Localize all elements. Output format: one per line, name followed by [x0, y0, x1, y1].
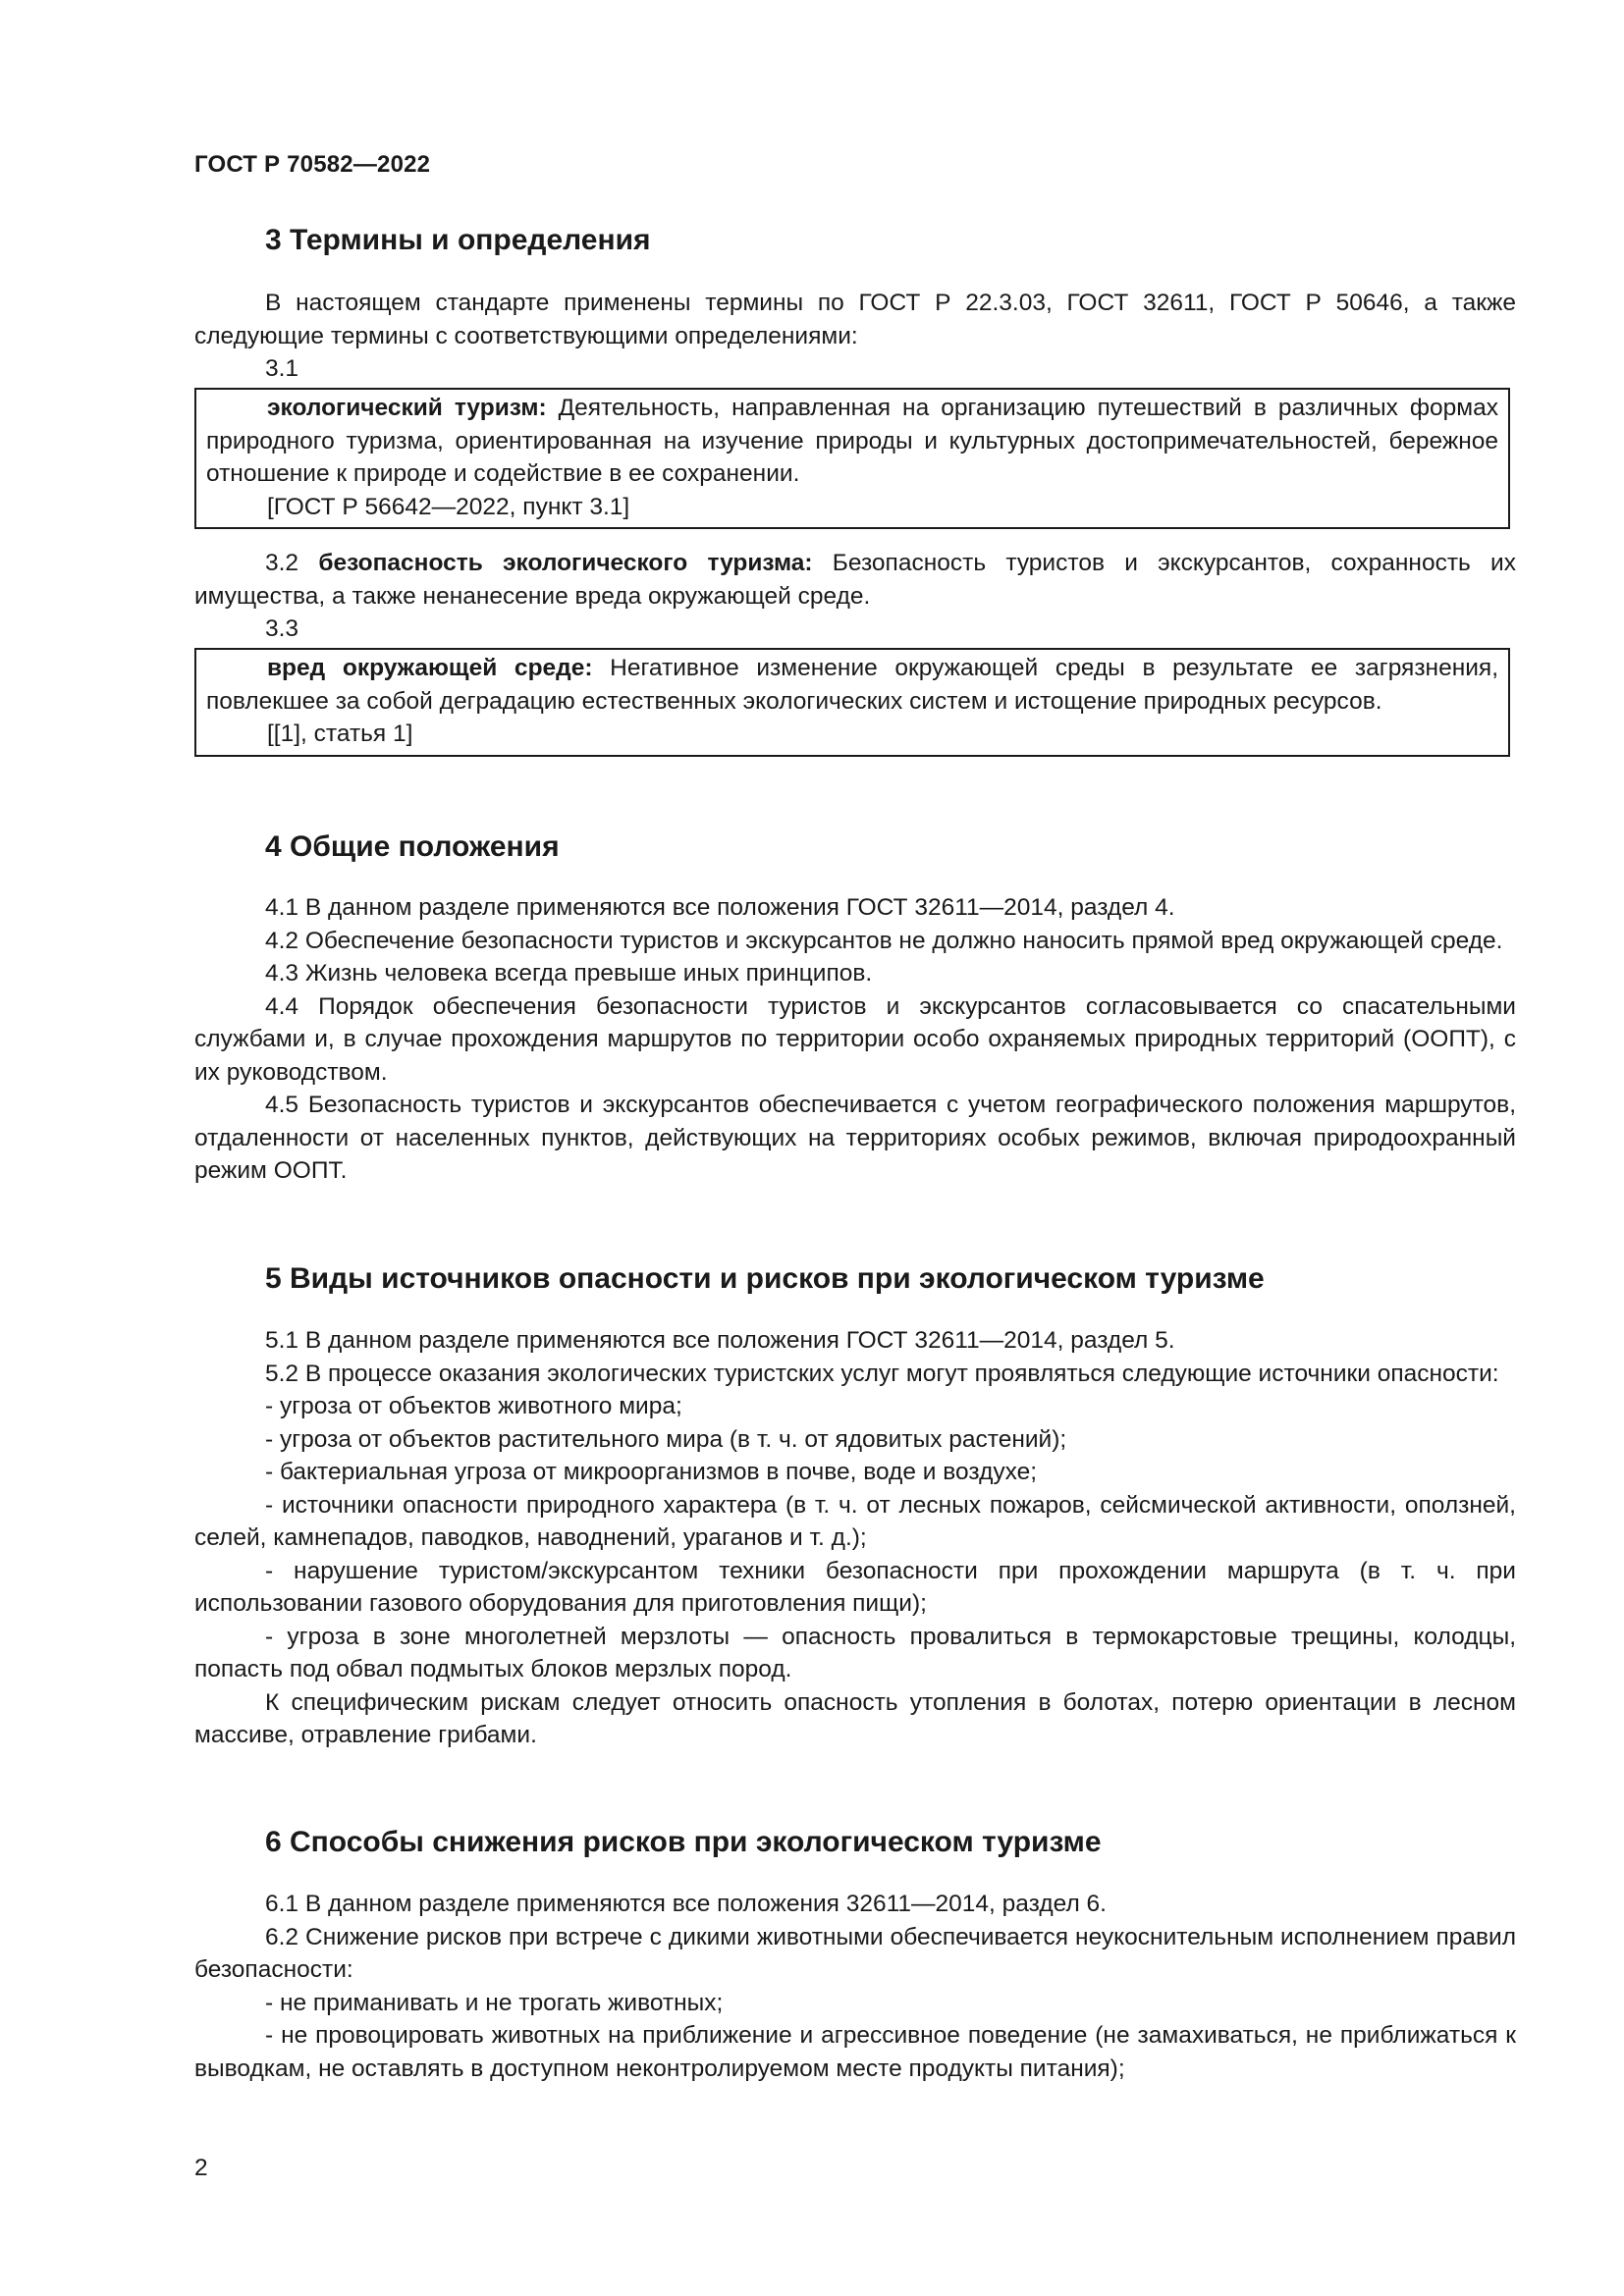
list-item: - источники опасности природного характера (в т. ч. от лесных пожаров, сейсмической активности, оползней, селей, камнепадов, паводков, наводнений, ураганов и т. д.); [194, 1491, 1516, 1551]
para-5-2: 5.2 В процессе оказания экологических туристских услуг могут проявляться следующие источники опасности: [265, 1360, 1499, 1387]
term-3-2-definition: Безопасность туристов и экскурсантов, сохранность их имущества, а также ненанесение вреда окружающей среде. [194, 550, 1516, 610]
term-3-3-definition: Негативное изменение окружающей среды в результате ее загрязнения, повлекшее за собой деградацию естественных экологических систем и истощение природных ресурсов. [206, 655, 1498, 715]
para-4-1: 4.1 В данном разделе применяются все положения ГОСТ 32611—2014, раздел 4. [265, 894, 1175, 921]
term-3-3-text [206, 652, 1508, 718]
section-6-body [194, 1888, 1516, 2085]
term-3-1-source: [ГОСТ Р 56642—2022, пункт 3.1] [267, 493, 630, 520]
term-3-2-block [194, 547, 1516, 646]
section-4-body [194, 891, 1516, 1188]
list-item: - угроза в зоне многолетней мерзлоты — опасность провалиться в термокарстовые трещины, колодцы, попасть под обвал подмытых блоков мерзлых пород. [194, 1623, 1516, 1682]
para-6-2: 6.2 Снижение рисков при встрече с дикими животными обеспечивается неукоснительным исполнением правил безопасности: [194, 1923, 1516, 1983]
term-3-2-text [194, 547, 1516, 613]
list-item: - нарушение туристом/экскурсантом техники безопасности при прохождении маршрута (в т. ч. при использовании газового оборудования для приготовления пищи); [194, 1557, 1516, 1617]
section-6-title: 6 Способы снижения рисков при экологическом туризме [265, 1826, 1102, 1858]
term-3-1-text [206, 392, 1508, 491]
list-item: - бактериальная угроза от микроорганизмов в почве, воде и воздухе; [265, 1459, 1038, 1485]
term-3-1-term: экологический туризм: [267, 395, 547, 421]
term-3-1-definition: Деятельность, направленная на организацию путешествий в различных формах природного туризма, ориентированная на изучение природы и культурных достопримечательностей, бережное отношение к природе и содействие в ее сохранении. [206, 395, 1498, 487]
term-3-1-box [194, 388, 1510, 529]
term-3-3-term: вред окружающей среде: [267, 655, 593, 681]
list-item: - не приманивать и не трогать животных; [265, 1989, 724, 2016]
document-code: ГОСТ Р 70582—2022 [194, 151, 431, 178]
term-3-3-source: [[1], статья 1] [267, 721, 413, 747]
term-3-2-term: безопасность экологического туризма: [318, 550, 813, 576]
section-3-title: 3 Термины и определения [265, 224, 651, 256]
term-3-2-number: 3.2 [265, 550, 319, 576]
list-item: - угроза от объектов животного мира; [265, 1393, 682, 1419]
para-4-2: 4.2 Обеспечение безопасности туристов и экскурсантов не должно наносить прямой вред окружающей среде. [265, 927, 1503, 954]
section-5-body [194, 1324, 1516, 1752]
term-3-3-box [194, 648, 1510, 757]
para-4-3: 4.3 Жизнь человека всегда превыше иных принципов. [265, 960, 873, 987]
para-5-1: 5.1 В данном разделе применяются все положения ГОСТ 32611—2014, раздел 5. [265, 1327, 1175, 1354]
para-4-4: 4.4 Порядок обеспечения безопасности туристов и экскурсантов согласовывается со спасательными службами и, в случае прохождения маршрутов по территории особо охраняемых природных территорий (ООПТ), с их руководством. [194, 992, 1516, 1086]
list-item: - не провоцировать животных на приближение и агрессивное поведение (не замахиваться, не приближаться к выводкам, не оставлять в доступном неконтролируемом месте продукты питания); [194, 2022, 1516, 2082]
section-4-title: 4 Общие положения [265, 830, 560, 863]
para-4-5: 4.5 Безопасность туристов и экскурсантов обеспечивается с учетом географического положения маршрутов, отдаленности от населенных пунктов, действующих на территориях особых режимов, включая природоохранный режим ООПТ. [194, 1092, 1516, 1184]
page-number: 2 [194, 2155, 208, 2181]
para-5-specific-risks: К специфическим рискам следует относить опасность утопления в болотах, потерю ориентации в лесном массиве, отравление грибами. [194, 1688, 1516, 1748]
section-3-intro-block [194, 287, 1516, 386]
section-3-intro: В настоящем стандарте применены термины по ГОСТ Р 22.3.03, ГОСТ 32611, ГОСТ Р 50646, а также следующие термины с соответствующими определениями: [194, 290, 1516, 349]
term-3-3-number: 3.3 [265, 615, 299, 642]
list-item: - угроза от объектов растительного мира (в т. ч. от ядовитых растений); [265, 1425, 1067, 1453]
term-3-1-number: 3.1 [265, 355, 299, 382]
section-5-title: 5 Виды источников опасности и рисков при экологическом туризме [265, 1262, 1265, 1295]
para-6-1: 6.1 В данном разделе применяются все положения 32611—2014, раздел 6. [265, 1891, 1107, 1917]
